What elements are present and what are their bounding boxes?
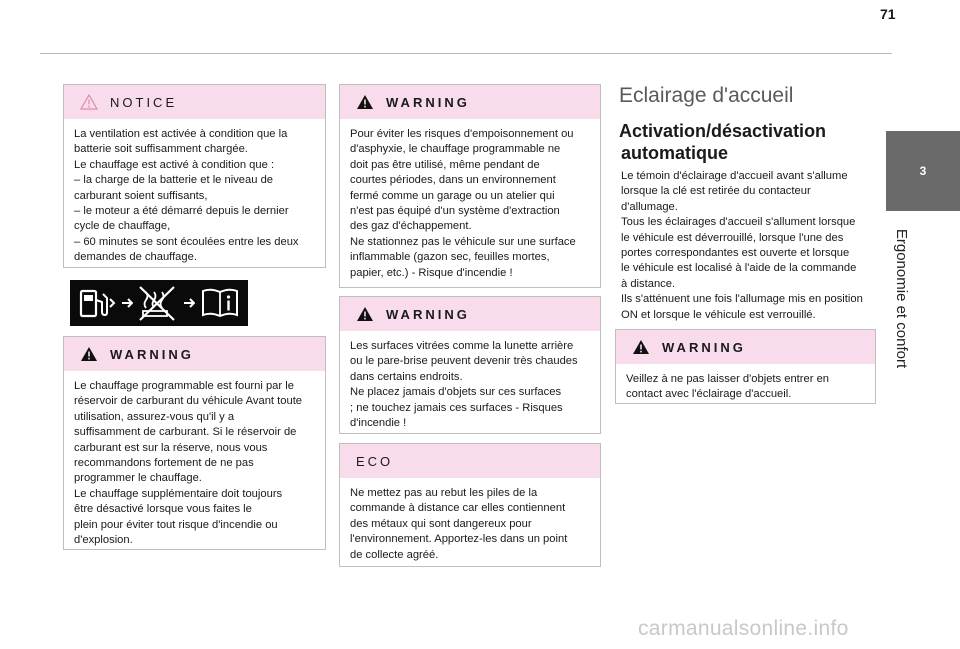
section-title: Eclairage d'accueil	[619, 84, 794, 107]
warning-line: Le chauffage supplémentaire doit toujours	[74, 487, 283, 500]
notice-box	[63, 84, 326, 268]
warning-body	[64, 371, 325, 556]
watermark[interactable]: carmanualsonline.info	[638, 617, 849, 640]
notice-line: cycle de chauffage,	[74, 220, 171, 233]
warning-line: Le chauffage programmable est fourni par le	[74, 380, 294, 392]
warning-line: Ne placez jamais d'objets sur ces surfaces	[350, 386, 562, 399]
warning-line: doit pas être utilisé, même pendant de	[350, 158, 540, 171]
body-line: le véhicule est déverrouillé, lorsque l'une des	[621, 231, 844, 244]
subsection-title-line: automatique	[621, 143, 729, 163]
warning-triangle-icon	[356, 306, 374, 322]
heating-icon-strip	[70, 280, 248, 326]
warning-line: recommandons fortement de ne pas	[74, 457, 254, 470]
warning-body	[340, 119, 600, 289]
warning-line: papier, etc.) - Risque d'incendie !	[350, 266, 513, 279]
top-divider	[40, 53, 892, 54]
body-line: le véhicule est localisé à l'aide de la commande	[621, 262, 857, 275]
warning-body	[340, 331, 600, 439]
warning-label: WARNING	[386, 94, 470, 110]
eco-line: Ne mettez pas au rebut les piles de la	[350, 487, 538, 499]
body-text	[621, 169, 876, 323]
warning-line: Ne stationnez pas le véhicule sur une surface	[350, 235, 576, 248]
notice-line: batterie soit suffisamment chargée.	[74, 143, 248, 156]
manual-book-icon	[200, 287, 240, 319]
warning-box-right	[615, 329, 876, 404]
warning-box-left	[63, 336, 326, 550]
warning-label: WARNING	[662, 339, 746, 355]
chapter-number: 3	[919, 164, 927, 178]
warning-line: n'est pas équipé d'un système d'extraction	[350, 205, 560, 218]
body-line: portes correspondantes est ouverte et lorsque	[621, 247, 850, 260]
warning-triangle-icon	[80, 346, 98, 362]
warning-label: WARNING	[386, 306, 470, 322]
warning-header	[64, 337, 325, 371]
eco-body	[340, 478, 600, 571]
notice-line: – la charge de la batterie et le niveau de	[74, 174, 274, 187]
arrow-right-icon	[121, 297, 133, 309]
body-line: ON et lorsque le véhicule est verrouillé.	[621, 308, 816, 321]
warning-line: Pour éviter les risques d'empoisonnement ou	[350, 128, 574, 140]
notice-triangle-icon	[80, 94, 98, 110]
warning-line: Veillez à ne pas laisser d'objets entrer en	[626, 373, 830, 385]
eco-line: des métaux qui sont dangereux pour	[350, 517, 532, 530]
warning-line: être désactivé lorsque vous faites le	[74, 503, 252, 516]
warning-line: inflammable (gazon sec, feuilles mortes,	[350, 251, 550, 264]
body-line: Ils s'atténuent une fois l'allumage mis en position	[621, 293, 863, 306]
chapter-title-text: Ergonomie et confort	[893, 228, 911, 368]
warning-body	[616, 364, 875, 411]
eco-label: ECO	[356, 453, 394, 469]
eco-line: de collecte agréé.	[350, 548, 439, 561]
warning-header	[340, 85, 600, 119]
warning-line: utilisation, assurez-vous qu'il y a	[74, 410, 235, 423]
notice-line: – 60 minutes se sont écoulées entre les deux	[74, 235, 299, 248]
warning-box-mid-1	[339, 84, 601, 288]
warning-line: courtes périodes, dans un environnement	[350, 174, 556, 187]
warning-line: d'asphyxie, le chauffage programmable ne	[350, 143, 561, 156]
notice-line: La ventilation est activée à condition que la	[74, 128, 288, 140]
warning-line: Les surfaces vitrées comme la lunette arrière	[350, 340, 574, 352]
body-line: Tous les éclairages d'accueil s'allument lorsque	[621, 216, 856, 229]
notice-line: demandes de chauffage.	[74, 251, 197, 264]
warning-line: suffisamment de carburant. Si le réservoir de	[74, 426, 297, 439]
eco-header	[340, 444, 600, 478]
warning-line: contact avec l'éclairage d'accueil.	[626, 388, 792, 401]
fuel-pump-icon	[78, 286, 116, 320]
warning-line: des gaz d'échappement.	[350, 220, 472, 233]
warning-line: d'incendie !	[350, 417, 407, 430]
warning-box-mid-2	[339, 296, 601, 434]
notice-header	[64, 85, 325, 119]
chapter-title	[882, 218, 922, 378]
chapter-tab[interactable]	[886, 131, 960, 211]
subsection-title-line: Activation/désactivation	[619, 121, 827, 141]
notice-line: – le moteur a été démarré depuis le dernier	[74, 205, 289, 218]
warning-label: WARNING	[110, 346, 194, 362]
warning-triangle-icon	[356, 94, 374, 110]
warning-line: fermé comme un garage ou un atelier qui	[350, 189, 555, 202]
warning-line: programmer le chauffage.	[74, 472, 202, 485]
body-line: d'allumage.	[621, 200, 678, 213]
eco-box	[339, 443, 601, 567]
warning-triangle-icon	[632, 339, 650, 355]
warning-line: carburant est sur la réserve, nous vous	[74, 441, 268, 454]
warning-line: plein pour éviter tout risque d'incendie ou	[74, 518, 278, 531]
body-line: lorsque la clé est retirée du contacteur	[621, 185, 811, 198]
arrow-right-icon	[183, 297, 195, 309]
notice-line: carburant soient suffisants,	[74, 189, 208, 202]
eco-line: l'environnement. Apportez-les dans un point	[350, 533, 568, 546]
warning-line: d'explosion.	[74, 534, 133, 547]
body-line: à distance.	[621, 277, 676, 290]
eco-line: commande à distance car elles contiennent	[350, 502, 566, 515]
subsection-title	[619, 120, 826, 164]
warning-header	[616, 330, 875, 364]
page-number: 71	[880, 6, 896, 22]
warning-line: ou le pare-brise peuvent devenir très chaudes	[350, 355, 578, 368]
notice-body	[64, 119, 325, 274]
body-line: Le témoin d'éclairage d'accueil avant s'allume	[621, 170, 848, 182]
notice-label: NOTICE	[110, 94, 178, 110]
warning-line: réservoir de carburant du véhicule Avant toute	[74, 395, 303, 408]
warning-header	[340, 297, 600, 331]
warning-line: dans certains endroits.	[350, 370, 463, 383]
warning-line: ; ne touchez jamais ces surfaces - Risques	[350, 401, 563, 414]
notice-line: Le chauffage est activé à condition que :	[74, 158, 275, 171]
no-heating-icon	[138, 284, 178, 322]
